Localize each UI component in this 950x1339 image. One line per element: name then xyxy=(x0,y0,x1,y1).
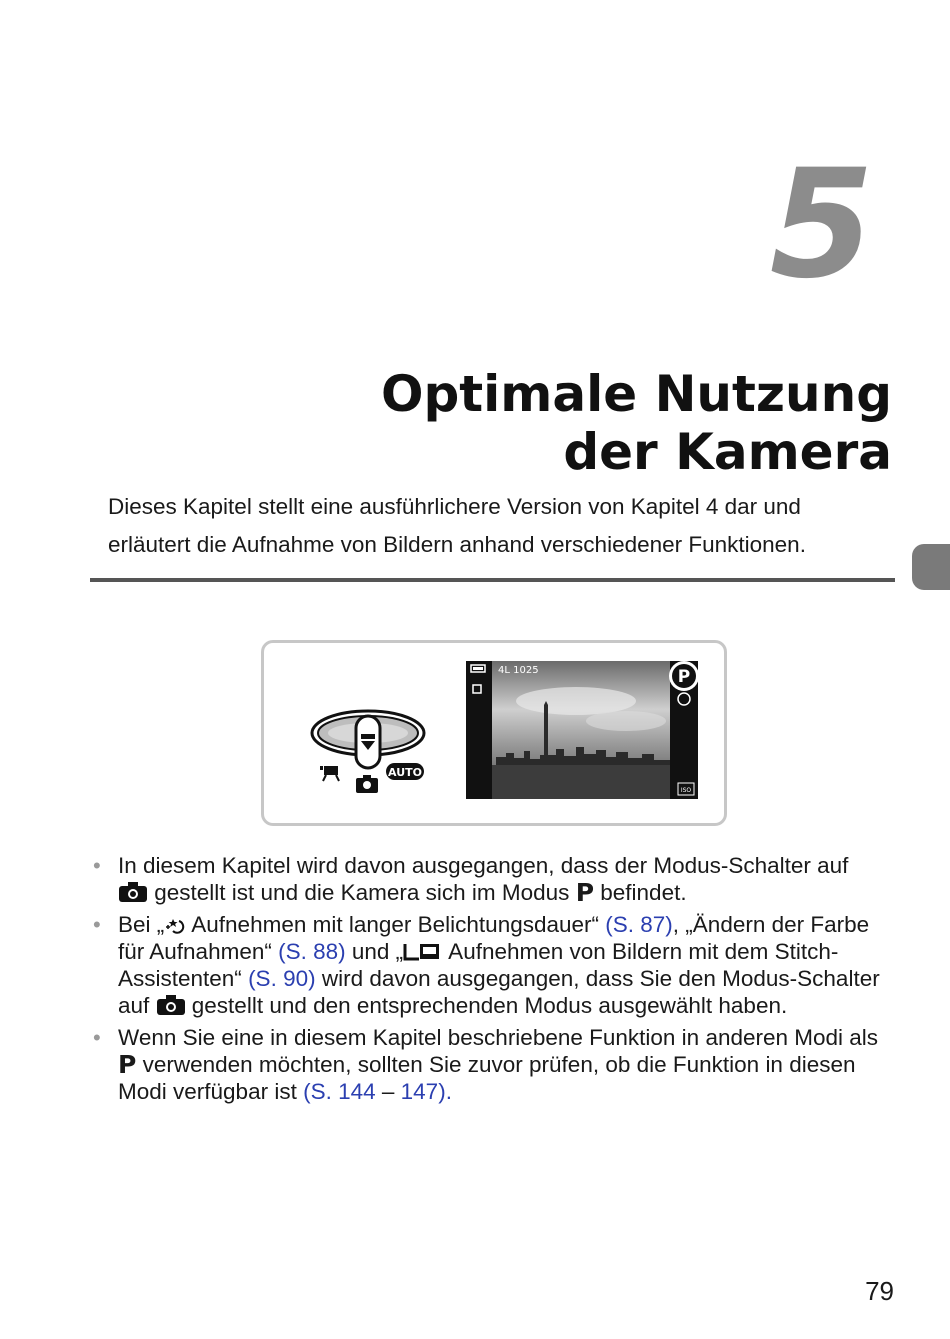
stitch-assist-icon xyxy=(403,942,443,962)
bullet-text: gestellt und den entsprechenden Modus ausgewählt haben. xyxy=(185,993,788,1018)
list-item xyxy=(90,852,900,906)
bullet-text: , „Ändern der Farbe für Aufnahmen“ xyxy=(118,912,870,964)
chapter-intro xyxy=(108,488,898,564)
chapter-title-line1: Optimale Nutzung xyxy=(380,365,892,423)
bullet-dot: • xyxy=(93,912,101,937)
bullet-text: Aufnehmen von Bildern mit dem Stitch-Assistenten“ xyxy=(118,939,839,991)
bullet-text: Wenn Sie eine in diesem Kapitel beschriebene Funktion in anderen Modi als xyxy=(118,1025,879,1050)
page-reference-link[interactable]: (S. 88) xyxy=(278,939,346,964)
dial-auto-label: AUTO xyxy=(388,766,422,779)
bullet-text: verwenden möchten, sollten Sie zuvor prüfen, ob die Funktion in diesen Modi verfügbar ist xyxy=(118,1052,856,1104)
chapter-number: 5 xyxy=(769,138,870,312)
bullet-text: Aufnehmen mit langer Belichtungsdauer“ xyxy=(186,912,606,937)
mode-switch-dial-icon xyxy=(306,708,431,800)
page-number: 79 xyxy=(865,1276,894,1306)
list-item xyxy=(90,1024,900,1105)
page-reference-link[interactable]: (S. 87) xyxy=(605,912,673,937)
intro-line2: erläutert die Aufnahme von Bildern anhand verschiedener Funktionen. xyxy=(108,532,806,557)
screen-iso-label: ISO xyxy=(680,787,692,794)
bullet-text: Bei „ xyxy=(118,912,165,937)
bullet-text: . xyxy=(445,1079,452,1104)
program-mode-icon: P xyxy=(575,878,595,907)
camera-mode-icon xyxy=(156,995,186,1016)
long-shutter-icon xyxy=(164,915,186,935)
screen-status-readout: 4L 1025 xyxy=(498,665,539,676)
intro-line1: Dieses Kapitel stellt eine ausführlichere Version von Kapitel 4 dar und xyxy=(108,494,801,519)
bullet-text: gestellt ist und die Kamera sich im Modus xyxy=(148,880,576,905)
info-bullet-list xyxy=(90,852,900,1110)
bullet-text: – xyxy=(375,1079,401,1104)
camera-mode-icon xyxy=(118,882,148,903)
bullet-dot: • xyxy=(93,853,101,878)
section-divider xyxy=(90,578,895,582)
screen-mode-badge: P xyxy=(677,667,691,687)
chapter-title-line2: der Kamera xyxy=(563,423,892,481)
bullet-text: befindet. xyxy=(594,880,687,905)
page-reference-link[interactable]: 147) xyxy=(400,1079,446,1104)
list-item xyxy=(90,911,900,1019)
bullet-dot: • xyxy=(93,1025,101,1050)
page-reference-link[interactable]: (S. 90) xyxy=(248,966,316,991)
program-mode-icon: P xyxy=(118,1050,137,1079)
chapter-title xyxy=(381,365,892,481)
chapter-tab-marker xyxy=(912,544,950,590)
page-reference-link[interactable]: (S. 144 xyxy=(303,1079,376,1104)
bullet-text: und „ xyxy=(345,939,404,964)
bullet-text: wird davon ausgegangen, dass Sie den Modus-Schalter auf xyxy=(118,966,880,1018)
bullet-text: In diesem Kapitel wird davon ausgegangen, dass der Modus-Schalter auf xyxy=(118,853,849,878)
camera-lcd-screen xyxy=(466,661,698,799)
